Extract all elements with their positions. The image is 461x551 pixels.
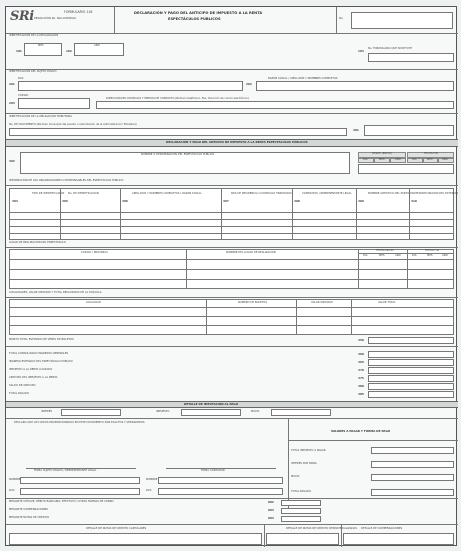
totals-0-label-text: MONTO TOTAL ESTIMADO DE VENTA DE BOLETOS [9,338,74,341]
org-codes-6-text: 310 [411,199,417,203]
org-codes-1-text: 305 [62,199,68,203]
payment-ruc-text: RUC [146,489,152,492]
totals-1-code-text: 360 [358,352,364,356]
total-field-1[interactable] [368,337,454,344]
organizer-cols-2-text: APELLIDOS Y NOMBRES COMPLETOS / RAZÓN SOCIAL [132,192,202,195]
divider [9,269,454,270]
divider [9,226,454,227]
divider [6,113,458,114]
location-ciudad-text: CIUDAD / PROVINCIA [81,251,108,254]
razon-social-field[interactable] [256,81,454,91]
location-dia-text: DÍA [363,254,368,257]
substitute-form-field[interactable] [368,53,454,62]
total-field-7[interactable] [368,391,454,398]
bottom-row2-text: MEDIANTE COMPENSACIONES [9,508,48,511]
address-field[interactable] [96,101,454,109]
org-codes-2-text: 306 [122,199,128,203]
organizer-cols-6-text: PARTICIPACIÓN DEL EXTERIOR [419,192,459,195]
compensations-header: DETALLE DE COMPENSACIONES [361,527,403,530]
section2-code-c-text: 203 [9,101,15,105]
divider [206,299,207,335]
organizer-cols-0-text: TIPO DE IDENTIFICACIÓN [32,192,65,195]
payment-method-2[interactable] [281,508,321,514]
tickets-valor-unitario-text: VALOR UNITARIO [311,301,333,304]
event-dia-text: DÍA [363,158,368,161]
event-anio-text: AÑO [395,158,401,161]
bottom-code1-text: 902 [268,500,274,504]
resolution-text: RESOLUCIÓN No. NAC-DGERCGC [34,17,77,20]
taxpayer-ruc-field[interactable] [20,488,140,495]
location-anio-text: AÑO [442,254,448,257]
location-dia-text: DÍA [412,254,417,257]
divider [6,69,458,70]
address-label: DIRECCIÓN DEL DOMICILIO Y MEDIOS DE CONTACTO (Número telefónico, Fax, dirección de correo electrónico) [106,97,249,100]
divider [341,524,342,547]
total-field-3[interactable] [368,359,454,366]
field-code: 101 [16,49,22,53]
compensations-field[interactable] [343,533,454,545]
payment-interes-mora-text: INTERÉS POR MORA [291,462,317,465]
event-mes-text: MES [427,158,433,161]
band-organizers: INFORMACIÓN DE LOS ORGANIZADORES O RESPONSABLES DEL ESPECTÁCULO PÚBLICO [9,179,124,182]
section3-code-text: 301 [353,128,359,132]
divider [9,259,454,260]
total-field-4[interactable] [368,367,454,374]
totals-4-label-text: ANTICIPO DEL IMPUESTO A LA RENTA [9,376,58,379]
payment-impuesto-text: IMPUESTO [156,410,170,413]
band-tickets: LOCALIDADES, VALOR UNITARIO Y TOTAL RECAUDADO DE LA TAQUILLA [9,291,102,294]
location-fecha-fin-text: FECHA FIN [425,249,439,252]
payment-values-header: VALORES A PAGAR Y FORMA DE PAGO [331,429,391,433]
divider [351,299,352,335]
location-mes-text: MES [379,254,385,257]
divider [9,212,454,213]
totals-0-code-text: 350 [358,338,364,342]
tax-form [5,6,457,546]
document-number-field[interactable] [9,128,347,136]
payment-multa-text: MULTA [251,410,260,413]
location-fecha-inicio-text: FECHA INICIO [376,249,394,252]
late-interest-field[interactable] [371,461,454,468]
divider [288,440,458,441]
dematerialized-notes-field[interactable] [266,533,339,545]
divider [9,325,454,326]
payment-multa-label-text: MULTA [291,475,300,478]
credit-notes-header: DETALLE DE NOTAS DE CRÉDITO CARTULARES [86,527,147,530]
bottom-code3-text: 904 [268,516,274,520]
divider [114,7,115,33]
section1-field-b-text: AÑO [94,44,100,47]
total-field-2[interactable] [368,351,454,358]
form-number-label: No. [339,17,344,20]
location-mes-text: MES [427,254,433,257]
location-anio-text: AÑO [395,254,401,257]
event-mes-text: MES [379,158,385,161]
form-code: FORMULARIO 116 [64,10,93,14]
divider [9,233,454,234]
band-declaration: DECLARACIÓN Y PAGO DEL ANTICIPO DE IMPUESTO A LA RENTA ESPECTÁCULOS PÚBLICOS [166,140,308,144]
divider [358,253,454,254]
city-field[interactable] [18,98,90,109]
field-code: 102 [66,49,72,53]
event-hasta-label-text: FECHA FIN [424,152,438,155]
tickets-localidad-text: LOCALIDAD [86,301,101,304]
payment-interes-text: INTERÉS [41,410,53,413]
payment-nombre-text: NOMBRE [146,478,158,481]
section1-rectif-code-text: 104 [358,49,364,53]
divider [9,307,454,308]
totals-6-label-text: TOTAL PAGADO [9,392,30,395]
section2-code-b-text: 202 [246,82,252,86]
total-field-5[interactable] [368,375,454,382]
organizer-cols-4-text: CONTRATOS / REPRESENTANTE LEGAL [302,192,352,195]
org-codes-4-text: 308 [294,199,300,203]
bottom-row1-text: MEDIANTE CHEQUE, DÉBITO BANCARIO, EFECTIVO U OTRAS FORMAS DE COBRO [9,500,114,503]
totals-3-label-text: IMPUESTO A LA RENTA CAUSADO [9,368,53,371]
divider [288,418,289,508]
interest-field[interactable] [61,409,121,416]
section-obligation-label: IDENTIFICACIÓN DE LA OBLIGACIÓN TRIBUTARIA [9,115,72,118]
payment-nombre-text: NOMBRE [9,478,21,481]
totals-4-code-text: 375 [358,376,364,380]
tickets-numero-text: NÚMERO DE BOLETOS [238,301,267,304]
dematerialized-notes-header: DETALLE DE NOTAS DE CRÉDITO DESMATERIALIZADAS [286,527,357,530]
section2-ciudad-label-text: CIUDAD [18,94,29,97]
divider [336,7,337,33]
totals-5-code-text: 380 [358,384,364,388]
obligation-code-field[interactable] [364,125,454,136]
credit-notes-field[interactable] [9,533,262,545]
payment-total-pagar-text: TOTAL IMPUESTO A PAGAR [291,449,326,452]
totals-3-code-text: 370 [358,368,364,372]
divider [6,297,458,298]
section2-code-a-text: 201 [9,82,15,86]
payment-ruc-text: RUC [9,489,15,492]
form-title-line2: ESPECTÁCULOS PÚBLICOS [168,17,221,21]
band-payment: DETALLE DE IMPUTACIÓN AL PAGO [184,402,239,406]
location-lugar-text: NOMBRE DEL LUGAR DE REALIZACIÓN [226,251,276,254]
sri-logo: SRi [10,9,34,24]
taxpayer-signature-label: FIRMA SUJETO PASIVO / REPRESENTANTE LEGAL [34,469,97,472]
substitute-form-label: No. FORMULARIO QUE SUSTITUYE [368,47,412,50]
organizer-cols-1-text: No. DE IDENTIFICACIÓN [68,192,99,195]
form-number-field[interactable] [351,12,453,29]
divider [296,299,297,335]
accountant-signature-label: FIRMA CONTADOR [201,469,225,472]
organizer-cols-3-text: PAÍS DE RESIDENCIA O DOMICILIO TRIBUTARIO [231,192,292,195]
organizer-cols-5-text: NOMBRE ARTÍSTICO DEL PARTICIPANTE [368,192,419,195]
divider [6,346,458,347]
totals-2-label-text: INGRESO ESTIMADO DEL ESPECTÁCULO PÚBLICO [9,360,73,363]
accountant-name-field[interactable] [158,477,283,484]
event-dates-field[interactable] [358,164,454,174]
payment-method-3[interactable] [281,516,321,522]
payment-method-1[interactable] [281,500,321,506]
document-number-label: No. DE DOCUMENTO (Permiso municipal del evento o autorización de la Administración Tributaria) [9,123,137,126]
event-code-a-text: 302 [9,159,15,163]
ruc-field[interactable] [18,81,243,91]
section1-field-a-text: MES [38,44,44,47]
bottom-row3-text: MEDIANTE NOTAS DE CRÉDITO [9,516,50,519]
section2-ruc-label-text: RUC [18,77,24,80]
divider [6,418,458,419]
tax-field[interactable] [181,409,241,416]
divider [6,185,458,186]
event-dia-text: DÍA [412,158,417,161]
form-title-line1: DECLARACIÓN Y PAGO DEL ANTICIPO DE IMPUESTO A LA RENTA [134,11,263,15]
divider [6,498,458,499]
event-anio-text: AÑO [442,158,448,161]
divider [6,524,458,525]
section-declaration-label: IDENTIFICACIÓN DE LA DECLARACIÓN [9,34,59,37]
org-codes-0-text: 304 [12,199,18,203]
fine-payment-field[interactable] [371,474,454,481]
payment-total-pagado-text: TOTAL PAGADO [291,490,312,493]
divider [9,279,454,280]
totals-2-code-text: 365 [358,360,364,364]
totals-1-label-text: TOTAL CONSOLIDADO INGRESOS GENERALES [9,352,69,355]
tax-to-pay-field[interactable] [371,447,454,454]
razon-social-label: RAZÓN SOCIAL / APELLIDOS Y NOMBRES COMPLETOS [268,77,338,80]
fine-field[interactable] [271,409,331,416]
total-paid-field[interactable] [371,489,454,496]
divider [9,316,454,317]
taxpayer-name-field[interactable] [20,477,140,484]
bottom-code2-text: 903 [268,508,274,512]
org-codes-5-text: 309 [358,199,364,203]
divider [6,247,458,248]
total-field-6[interactable] [368,383,454,390]
band-location: LUGAR DE REALIZACIÓN DEL ESPECTÁCULO [9,241,66,244]
divider [9,219,454,220]
event-desde-label-text: DESDE (INICIO) [372,152,392,155]
totals-6-code-text: 385 [358,392,364,396]
divider [6,33,458,34]
totals-5-label-text: SALDO DE ANTICIPO [9,384,36,387]
accountant-ruc-field[interactable] [158,488,283,495]
event-name-label: NOMBRE O DENOMINACIÓN DEL ESPECTÁCULO PÚBLICO [141,153,215,156]
declaration-text: DECLARO QUE LOS DATOS PROPORCIONADOS EN ESTE DOCUMENTO SON EXACTOS Y VERDADEROS [14,421,145,424]
divider [264,524,265,547]
org-codes-3-text: 307 [223,199,229,203]
section-taxpayer-label: IDENTIFICACIÓN DEL SUJETO PASIVO [9,70,57,73]
tickets-valor-total-text: VALOR TOTAL [378,301,396,304]
